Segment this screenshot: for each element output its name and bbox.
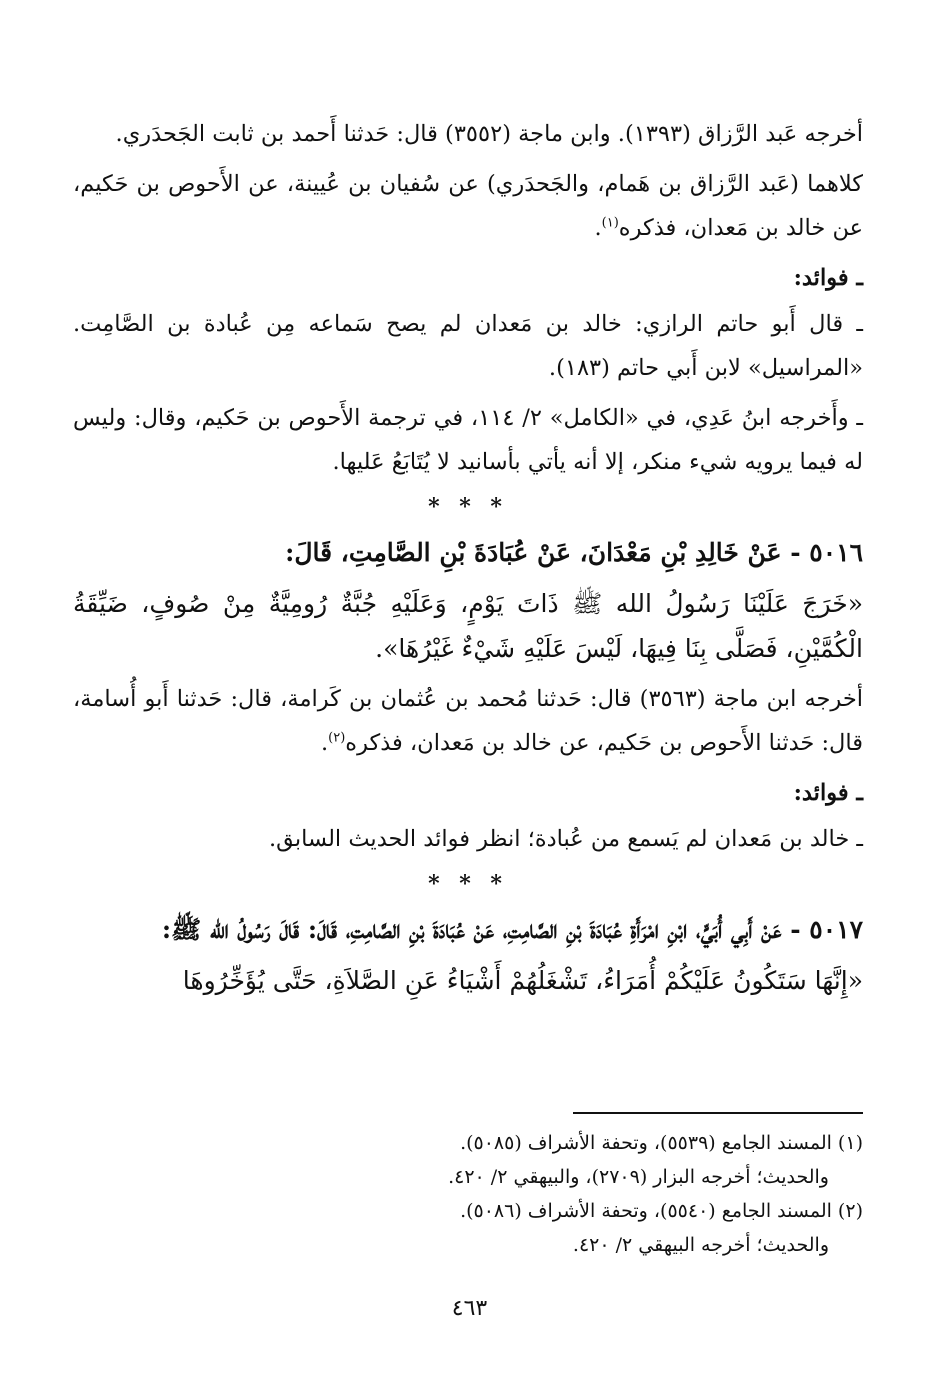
- paragraph-khalid: ـ خالد بن مَعدان لم يَسمع من عُبادة؛ انظر فوائد الحديث السابق.: [268, 826, 863, 852]
- hadith-5017-matn: «إِنَّهَا سَتَكُونُ عَلَيْكُمْ أُمَرَاءُ، تَشْغَلُهُمْ أَشْيَاءُ عَنِ الصَّلاَةِ، حَتَّى يُؤَخِّرُوهَا: [182, 966, 863, 995]
- page-number: ٤٦٣: [451, 1296, 488, 1321]
- section-divider-2: * * *: [428, 871, 508, 897]
- section-divider-1: * * *: [428, 494, 508, 520]
- footnote-ref-1[interactable]: (١): [601, 215, 619, 231]
- paragraph-takhrij-2: [73, 162, 863, 250]
- paragraph-abu-hatim: ـ قال أَبو حاتم الرازي: خالد بن مَعدان لم يصح سَماعه مِن عُبادة بن الصَّامِت. «المراسيل» لابن أَبي حاتم (١٨٣).: [73, 311, 863, 381]
- fawaid-heading-2: ـ فوائد:: [793, 780, 863, 806]
- paragraph-text: أخرجه ابن ماجة (٣٥٦٣) قال: حَدثنا مُحمد بن عُثمان بن كَرامة، قال: حَدثنا أَبو أُسامة، قال: حَدثنا الأَحوص بن حَكيم، عن خالد بن مَعدان، فذكره: [73, 686, 863, 756]
- footnote-2-continuation: والحديث؛ أخرجه البيهقي ٢/ ٤٢٠.: [572, 1234, 829, 1256]
- fawaid-heading-1: ـ فوائد:: [793, 265, 863, 291]
- footnote-1-continuation: والحديث؛ أخرجه البزار (٢٧٠٩)، والبيهقي ٢/ ٤٢٠.: [448, 1166, 829, 1188]
- hadith-5017-isnad: ٥٠١٧ - عَنْ أَبِي أُبَيٍّ، ابْنِ امْرَأَةِ عُبَادَةَ بْنِ الصَّامِتِ، عَنْ عُبَادَةَ بْنِ الصَّامِتِ، قَالَ: قَالَ رَسُولُ الله ﷺ:: [161, 915, 863, 944]
- period: .: [594, 215, 602, 241]
- footnote-2: (٢) المسند الجامع (٥٥٤٠)، وتحفة الأشراف (٥٠٨٦).: [460, 1200, 863, 1222]
- paragraph-ibn-adi: ـ وأَخرجه ابنُ عَدِي، في «الكامل» ٢/ ١١٤، في ترجمة الأَحوص بن حَكيم، وقال: وليس له فيما يرويه شيء منكر، إلا أنه يأتي بأسانيد لا يُتَابَعُ عَليها.: [73, 405, 864, 475]
- hadith-5016-matn: «خَرَجَ عَلَيْنَا رَسُولُ الله ﷺ ذَاتَ يَوْمٍ، وَعَلَيْهِ جُبَّةٌ رُومِيَّةٌ مِنْ صُوفٍ، ضَيِّقَةُ الْكُمَّيْنِ، فَصَلَّى بِنَا فِيهَا، لَيْسَ عَلَيْهِ شَيْءٌ غَيْرُهَا».: [73, 589, 863, 663]
- period: .: [320, 730, 329, 756]
- footnotes: [73, 1126, 863, 1262]
- footnote-ref-2[interactable]: (٢): [328, 730, 346, 746]
- paragraph-takhrij-1: أخرجه عَبد الرَّزاق (١٣٩٣). وابن ماجة (٣٥٥٢) قال: حَدثنا أَحمد بن ثابت الجَحدَري.: [115, 121, 863, 147]
- main-text: [73, 112, 863, 1009]
- footnote-separator: [573, 1112, 863, 1114]
- paragraph-takhrij-3: [73, 677, 863, 765]
- paragraph-text: كلاهما (عَبد الرَّزاق بن هَمام، والجَحدَري) عن سُفيان بن عُيينة، عن الأَحوص بن حَكيم، عن خالد بن مَعدان، فذكره: [73, 171, 863, 241]
- hadith-5016-isnad: ٥٠١٦ - عَنْ خَالِدِ بْنِ مَعْدَانَ، عَنْ عُبَادَةَ بْنِ الصَّامِتِ، قَالَ:: [285, 538, 863, 567]
- footnote-1: (١) المسند الجامع (٥٥٣٩)، وتحفة الأشراف (٥٠٨٥).: [460, 1132, 863, 1154]
